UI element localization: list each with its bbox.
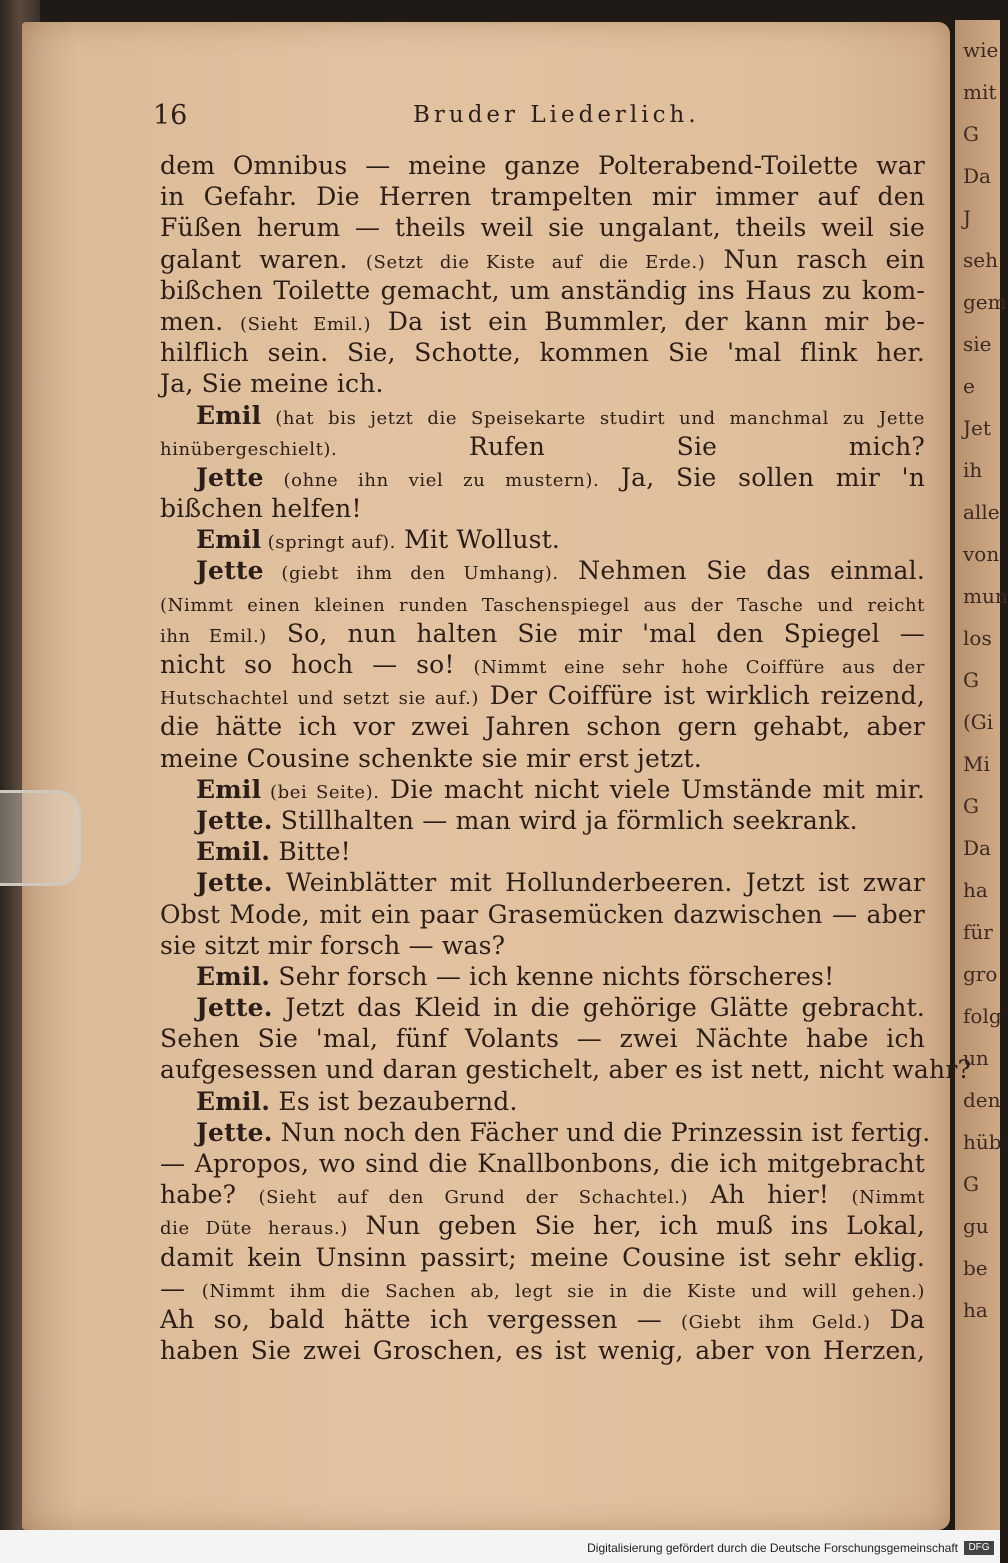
dialogue-text: Stillhalten — man wird ja förmlich seekrank. — [272, 805, 858, 835]
next-page-fragment: folg — [963, 1004, 1002, 1028]
speaker-name: Emil. — [196, 1086, 271, 1116]
next-page-fragment: G — [963, 794, 979, 818]
next-page-edge — [955, 20, 1008, 1550]
next-page-fragment: Da — [963, 836, 991, 860]
stage-direction: (Sieht auf den Grund der Schachtel.) — [258, 1187, 689, 1209]
next-page-fragment: alle — [963, 500, 1000, 524]
stage-direction: (bei Seite). — [261, 781, 380, 803]
dialogue-text: dem Omnibus — meine ganze Polterabend-Toilette war — [160, 151, 925, 180]
dialogue-text: So, nun halten Sie mir 'mal den Spiegel — — [266, 618, 925, 648]
next-page-fragment: G — [963, 1172, 979, 1196]
text-line — [160, 181, 925, 212]
dialogue-text: — — [160, 1273, 202, 1303]
stage-direction: (giebt ihm den Umhang). — [263, 563, 559, 585]
text-line — [160, 493, 925, 524]
speaker-name: Jette. — [196, 805, 273, 835]
dialogue-text: Bitte! — [270, 837, 351, 867]
dialogue-text: Da ist ein Bummler, der kann mir be- — [371, 306, 926, 336]
dialogue-text: Rufen Sie mich? — [337, 431, 925, 461]
stage-direction: Hutschachtel und setzt sie auf.) — [160, 688, 480, 710]
next-page-fragment: für — [963, 920, 993, 944]
text-line — [160, 400, 925, 431]
text-line — [160, 275, 925, 306]
dialogue-text: Nun rasch ein — [705, 244, 925, 274]
text-line — [160, 306, 925, 337]
text-line — [160, 1179, 925, 1210]
text-line — [160, 711, 925, 742]
next-page-fragment: hüb — [963, 1130, 1002, 1154]
text-line — [160, 337, 925, 368]
dialogue-text: Nun geben Sie her, ich muß ins Lokal, — [347, 1211, 926, 1241]
stage-direction: (Nimmt eine sehr hohe Coiffüre aus der — [473, 657, 926, 678]
text-line — [160, 774, 925, 805]
dialogue-text: Ja, Sie meine ich. — [160, 369, 384, 399]
speaker-name: Jette. — [196, 1117, 273, 1147]
dialogue-text: nicht so hoch — so! — [160, 650, 474, 679]
speaker-name: Jette. — [196, 993, 273, 1023]
dialogue-text: bißchen Toilette gemacht, um anständig ins Haus zu kom- — [160, 275, 925, 305]
next-page-fragment: los — [963, 626, 992, 650]
stage-direction: die Düte heraus.) — [160, 1218, 348, 1240]
next-page-fragment: gro — [963, 962, 998, 986]
text-line — [160, 649, 925, 680]
dialogue-text: — Apropos, wo sind die Knallbonbons, die ich mitgebracht — [160, 1149, 925, 1178]
dialogue-text: Ah hier! — [688, 1180, 852, 1210]
dialogue-text: die hätte ich vor zwei Jahren schon gern gehabt, aber — [160, 712, 925, 742]
next-page-fragment: ih — [963, 458, 983, 482]
stage-direction: (ohne ihn viel zu mustern). — [263, 469, 600, 491]
dialogue-text: Es ist bezaubernd. — [270, 1086, 518, 1116]
text-line — [160, 212, 925, 243]
text-line — [160, 1242, 925, 1273]
speaker-name: Jette — [196, 462, 264, 492]
next-page-fragment: be — [963, 1256, 988, 1280]
text-line — [160, 618, 925, 649]
dialogue-text: galant waren. — [160, 244, 366, 274]
text-line — [160, 930, 925, 961]
body-text — [160, 150, 972, 1366]
text-line — [160, 680, 925, 711]
text-line — [160, 1148, 925, 1179]
speaker-name: Emil — [196, 774, 262, 804]
next-page-fragment: Mi — [963, 752, 990, 776]
stage-direction: (Giebt ihm Geld.) — [681, 1311, 871, 1333]
dialogue-text: Füßen herum — theils weil sie ungalant, theils weil sie — [160, 213, 925, 243]
text-line — [160, 524, 925, 555]
page-number: 16 — [153, 100, 188, 131]
text-line — [160, 1304, 925, 1335]
text-line — [160, 1086, 925, 1117]
stage-direction: (hat bis jetzt die Speisekarte studirt und manchmal zu Jette — [261, 407, 925, 429]
stage-direction: (Nimmt — [851, 1187, 925, 1209]
dialogue-text: haben Sie zwei Groschen, es ist wenig, aber von Herzen, — [160, 1336, 925, 1366]
text-line — [160, 743, 925, 774]
next-page-fragment: un — [963, 1046, 989, 1070]
next-page-fragment: mit — [963, 80, 997, 104]
speaker-name: Jette. — [196, 868, 273, 898]
text-line — [160, 1273, 925, 1304]
footer-bar — [0, 1530, 1000, 1563]
stage-direction: (Setzt die Kiste auf die Erde.) — [365, 251, 706, 273]
next-page-fragment: e — [963, 374, 975, 398]
text-line — [160, 462, 925, 493]
page-header — [153, 100, 918, 140]
speaker-name: Emil. — [196, 961, 271, 991]
next-page-fragment: gem — [963, 290, 1007, 314]
next-page-fragment: Da — [963, 164, 991, 188]
text-line — [160, 150, 925, 181]
text-line — [160, 244, 925, 275]
dialogue-text: Ja, Sie sollen mir 'n — [599, 462, 925, 492]
text-line — [160, 431, 925, 462]
next-page-fragment: mun — [963, 584, 1008, 608]
next-page-fragment: Jet — [963, 416, 991, 440]
next-page-fragment: gu — [963, 1214, 989, 1238]
text-line — [160, 1117, 931, 1148]
dialogue-text: Jetzt das Kleid in die gehörige Glätte gebracht. — [272, 993, 925, 1023]
text-line — [160, 992, 925, 1023]
dialogue-text: Der Coiffüre ist wirklich reizend, — [479, 681, 925, 711]
text-line — [160, 899, 925, 930]
next-page-fragment: G — [963, 122, 979, 146]
running-title: Bruder Liederlich. — [413, 102, 700, 128]
stage-direction: (Nimmt ihm die Sachen ab, legt sie in die Kiste und will gehen.) — [201, 1280, 925, 1302]
dialogue-text: men. — [160, 306, 241, 336]
dialogue-text: hilflich sein. Sie, Schotte, kommen Sie 'mal flink her. — [160, 338, 925, 368]
dialogue-text: Da — [870, 1304, 926, 1334]
text-line — [160, 555, 925, 586]
dialogue-text: Sehr forsch — ich kenne nichts förscheres! — [270, 961, 835, 991]
next-page-fragment: G — [963, 668, 979, 692]
stage-direction: (Sieht Emil.) — [240, 313, 372, 335]
dialogue-text: Nun noch den Fächer und die Prinzessin ist fertig. — [272, 1117, 931, 1147]
dialogue-text: sie sitzt mir forsch — was? — [160, 930, 506, 960]
dialogue-text: habe? — [160, 1180, 259, 1210]
next-page-fragment: sie — [963, 332, 992, 356]
text-line — [160, 1210, 925, 1241]
dialogue-text: bißchen helfen! — [160, 494, 362, 524]
text-line — [160, 1023, 925, 1054]
speaker-name: Emil. — [196, 837, 271, 867]
text-line — [160, 961, 925, 992]
next-page-fragment: von — [963, 542, 1000, 566]
dfg-logo-icon: DFG — [964, 1541, 994, 1555]
dialogue-text: damit kein Unsinn passirt; meine Cousine ist sehr eklig. — [160, 1242, 925, 1272]
next-page-fragment: wie — [963, 38, 999, 62]
next-page-fragment: ha — [963, 1298, 988, 1322]
dialogue-text: Ah so, bald hätte ich vergessen — — [160, 1304, 682, 1334]
text-line — [160, 1335, 925, 1366]
stage-direction: ihn Emil.) — [160, 625, 267, 647]
stage-direction: hinübergeschielt). — [160, 438, 338, 460]
stage-direction: (springt auf). — [261, 532, 396, 554]
next-page-fragment: (Gi — [963, 710, 994, 734]
text-line — [160, 587, 925, 618]
dialogue-text: Obst Mode, mit ein paar Grasemücken dazwischen — aber — [160, 899, 925, 929]
dialogue-text: Nehmen Sie das einmal. — [558, 556, 925, 586]
next-page-fragment: den — [963, 1088, 1001, 1112]
next-page-fragment: ha — [963, 878, 988, 902]
dialogue-text: Die macht nicht viele Umstände mit mir. — [379, 774, 925, 804]
stage-direction: (Nimmt einen kleinen runden Taschenspiegel aus der Tasche und reicht — [160, 594, 925, 616]
text-line — [160, 368, 925, 399]
dialogue-text: Mit Wollust. — [395, 525, 561, 555]
speaker-name: Jette — [196, 556, 264, 586]
funding-note: Digitalisierung gefördert durch die Deutsche Forschungsgemeinschaft — [587, 1541, 958, 1555]
next-page-fragment: seh — [963, 248, 998, 272]
next-page-fragment: J — [963, 206, 972, 230]
speaker-name: Emil — [196, 400, 262, 430]
dialogue-text: Weinblätter mit Hollunderbeeren. Jetzt ist zwar — [272, 868, 925, 898]
dialogue-text: Sehen Sie 'mal, fünf Volants — zwei Nächte habe ich — [160, 1024, 925, 1054]
dialogue-text: in Gefahr. Die Herren trampelten mir immer auf den — [160, 182, 925, 212]
speaker-name: Emil — [196, 525, 262, 555]
dialogue-text: aufgesessen und daran gestichelt, aber es ist nett, nicht wahr? — [160, 1055, 972, 1085]
dialogue-text: meine Cousine schenkte sie mir erst jetzt. — [160, 743, 702, 773]
text-line — [160, 805, 925, 836]
text-line — [160, 1054, 972, 1085]
page-clip — [0, 790, 81, 886]
text-line — [160, 867, 925, 898]
text-line — [160, 836, 925, 867]
